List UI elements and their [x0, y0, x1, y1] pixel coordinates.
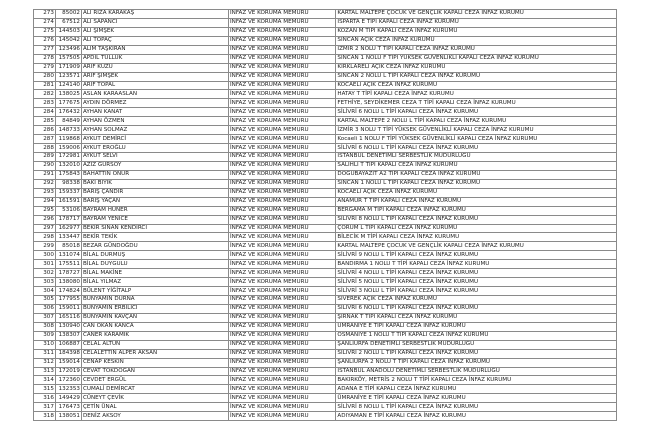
personnel-id-cell: 178717	[55, 215, 81, 224]
name-cell: AYKUT DEMİRCİ	[81, 135, 228, 144]
name-cell: BÜNYAMİN KAVÇAN	[81, 313, 228, 322]
row-number-cell: 287	[34, 135, 56, 144]
position-cell: İNFAZ VE KORUMA MEMURU	[229, 340, 336, 349]
row-number-cell: 283	[34, 99, 56, 108]
name-cell: ALİ SAPANCI	[81, 18, 228, 27]
row-number-cell: 273	[34, 10, 56, 19]
name-cell: ARİF TOPAL	[81, 81, 228, 90]
personnel-id-cell: 161591	[55, 197, 81, 206]
row-number-cell: 292	[34, 179, 56, 188]
personnel-id-cell: 130940	[55, 322, 81, 331]
position-cell: İNFAZ VE KORUMA MEMURU	[229, 358, 336, 367]
table-row	[34, 10, 617, 19]
position-cell: İNFAZ VE KORUMA MEMURU	[229, 170, 336, 179]
institution-cell: ÜMRANİYE E TİPİ KAPALI CEZA İNFAZ KURUMU	[336, 322, 617, 331]
position-cell: İNFAZ VE KORUMA MEMURU	[229, 287, 336, 296]
position-cell: İNFAZ VE KORUMA MEMURU	[229, 296, 336, 305]
position-cell: İNFAZ VE KORUMA MEMURU	[229, 313, 336, 322]
institution-cell: BANDIRMA 1 NOLU T TİPİ KAPALI CEZA İNFAZ KURUMU	[336, 260, 617, 269]
row-number-cell: 295	[34, 206, 56, 215]
position-cell: İNFAZ VE KORUMA MEMURU	[229, 126, 336, 135]
table-row	[34, 260, 617, 269]
personnel-id-cell: 85018	[55, 242, 81, 251]
table-row	[34, 153, 617, 162]
personnel-id-cell: 159011	[55, 304, 81, 313]
position-cell: İNFAZ VE KORUMA MEMURU	[229, 322, 336, 331]
position-cell: İNFAZ VE KORUMA MEMURU	[229, 251, 336, 260]
institution-cell: SİLİVRİ 3 NOLU L TİPİ KAPALI CEZA İNFAZ KURUMU	[336, 287, 617, 296]
name-cell: CELALETTİN ALPER AKSAN	[81, 349, 228, 358]
table-row	[34, 331, 617, 340]
row-number-cell: 299	[34, 242, 56, 251]
personnel-id-cell: 159006	[55, 144, 81, 153]
row-number-cell: 293	[34, 188, 56, 197]
name-cell: ALİ TOPAÇ	[81, 36, 228, 45]
table-row	[34, 304, 617, 313]
row-number-cell: 298	[34, 233, 56, 242]
row-number-cell: 280	[34, 72, 56, 81]
institution-cell: SİLİVRİ 8 NOLU L TİPİ KAPALI CEZA İNFAZ KURUMU	[336, 403, 617, 412]
name-cell: ALİM TAŞKIRAN	[81, 45, 228, 54]
name-cell: ASLAN KARAASLAN	[81, 90, 228, 99]
name-cell: DENİZ AKSOY	[81, 412, 228, 421]
table-row	[34, 296, 617, 305]
row-number-cell: 300	[34, 251, 56, 260]
name-cell: CÜNEYT ÇEVİK	[81, 394, 228, 403]
row-number-cell: 286	[34, 126, 56, 135]
table-row	[34, 27, 617, 36]
personnel-id-cell: 178727	[55, 269, 81, 278]
position-cell: İNFAZ VE KORUMA MEMURU	[229, 242, 336, 251]
table-row	[34, 313, 617, 322]
institution-cell: ADANA E TİPİ KAPALI CEZA İNFAZ KURUMU	[336, 385, 617, 394]
name-cell: BAYRAM YENİCE	[81, 215, 228, 224]
table-row	[34, 394, 617, 403]
position-cell: İNFAZ VE KORUMA MEMURU	[229, 260, 336, 269]
institution-cell: KOCAELİ AÇIK CEZA İNFAZ KURUMU	[336, 81, 617, 90]
personnel-id-cell: 171909	[55, 63, 81, 72]
institution-cell: SİNCAN 2 NOLU L TİPİ KAPALI CEZA İNFAZ KURUMU	[336, 72, 617, 81]
position-cell: İNFAZ VE KORUMA MEMURU	[229, 161, 336, 170]
table-row	[34, 197, 617, 206]
row-number-cell: 312	[34, 358, 56, 367]
personnel-id-cell: 119868	[55, 135, 81, 144]
name-cell: CELAL ALTUN	[81, 340, 228, 349]
personnel-id-cell: 172360	[55, 376, 81, 385]
row-number-cell: 309	[34, 331, 56, 340]
name-cell: BAKİ BIYIK	[81, 179, 228, 188]
position-cell: İNFAZ VE KORUMA MEMURU	[229, 233, 336, 242]
institution-cell: BAKIRKÖY, METRİS 2 NOLU T TİPİ KAPALI CEZA İNFAZ KURUMU	[336, 376, 617, 385]
personnel-id-cell: 176473	[55, 403, 81, 412]
row-number-cell: 296	[34, 215, 56, 224]
table-row	[34, 278, 617, 287]
personnel-id-cell: 85002	[55, 10, 81, 19]
institution-cell: İSTANBUL DENETİMLİ SERBESTLİK MÜDÜRLÜĞÜ	[336, 153, 617, 162]
personnel-id-cell: 84849	[55, 117, 81, 126]
row-number-cell: 278	[34, 54, 56, 63]
position-cell: İNFAZ VE KORUMA MEMURU	[229, 90, 336, 99]
personnel-id-cell: 138051	[55, 412, 81, 421]
institution-cell: SİLİVRİ 5 NOLU L TİPİ KAPALI CEZA İNFAZ KURUMU	[336, 278, 617, 287]
table-row	[34, 108, 617, 117]
institution-cell: SİLİVRİ 9 NOLU L TİPİ KAPALI CEZA İNFAZ KURUMU	[336, 251, 617, 260]
personnel-id-cell: 53106	[55, 206, 81, 215]
position-cell: İNFAZ VE KORUMA MEMURU	[229, 412, 336, 421]
institution-cell: SİLİVRİ 4 NOLU L TİPİ KAPALI CEZA İNFAZ KURUMU	[336, 269, 617, 278]
position-cell: İNFAZ VE KORUMA MEMURU	[229, 63, 336, 72]
name-cell: CAN OKAN KANCA	[81, 322, 228, 331]
table-row	[34, 126, 617, 135]
name-cell: AYHAN ÖZMEN	[81, 117, 228, 126]
institution-cell: ISPARTA E TİPİ KAPALI CEZA İNFAZ KURUMU	[336, 18, 617, 27]
personnel-id-cell: 145042	[55, 36, 81, 45]
position-cell: İNFAZ VE KORUMA MEMURU	[229, 349, 336, 358]
name-cell: CEVDET ERGÜL	[81, 376, 228, 385]
position-cell: İNFAZ VE KORUMA MEMURU	[229, 376, 336, 385]
personnel-id-cell: 133447	[55, 233, 81, 242]
personnel-id-cell: 123496	[55, 45, 81, 54]
table-row	[34, 269, 617, 278]
name-cell: BEKİR TEKİK	[81, 233, 228, 242]
personnel-id-cell: 175843	[55, 170, 81, 179]
table-row	[34, 403, 617, 412]
institution-cell: HATAY T TİPİ KAPALI CEZA İNFAZ KURUMU	[336, 90, 617, 99]
personnel-id-cell: 98338	[55, 179, 81, 188]
position-cell: İNFAZ VE KORUMA MEMURU	[229, 27, 336, 36]
table-row	[34, 63, 617, 72]
name-cell: BİLAL MAKİNE	[81, 269, 228, 278]
table-row	[34, 367, 617, 376]
name-cell: AZİZ GÜRSOY	[81, 161, 228, 170]
row-number-cell: 305	[34, 296, 56, 305]
row-number-cell: 285	[34, 117, 56, 126]
personnel-id-cell: 162977	[55, 224, 81, 233]
table-row	[34, 170, 617, 179]
name-cell: CUMALİ DEMİRCAT	[81, 385, 228, 394]
position-cell: İNFAZ VE KORUMA MEMURU	[229, 81, 336, 90]
table-row	[34, 36, 617, 45]
position-cell: İNFAZ VE KORUMA MEMURU	[229, 135, 336, 144]
personnel-id-cell: 176432	[55, 108, 81, 117]
institution-cell: Kocaeli 1 NOLU F TİPİ YÜKSEK GÜVENLİKLİ KAPALI CEZA İNFAZ KURUMU	[336, 135, 617, 144]
table-row	[34, 224, 617, 233]
table-row	[34, 215, 617, 224]
name-cell: ÇETİN ÜNAL	[81, 403, 228, 412]
personnel-id-cell: 159014	[55, 358, 81, 367]
personnel-id-cell: 138080	[55, 278, 81, 287]
row-number-cell: 297	[34, 224, 56, 233]
position-cell: İNFAZ VE KORUMA MEMURU	[229, 367, 336, 376]
name-cell: BARIŞ YAÇAN	[81, 197, 228, 206]
institution-cell: SİLİVRİ 8 NOLU L TİPİ KAPALI CEZA İNFAZ KURUMU	[336, 215, 617, 224]
personnel-id-cell: 67512	[55, 18, 81, 27]
position-cell: İNFAZ VE KORUMA MEMURU	[229, 108, 336, 117]
position-cell: İNFAZ VE KORUMA MEMURU	[229, 197, 336, 206]
table-row	[34, 72, 617, 81]
name-cell: ALİ RIZA KARAKAŞ	[81, 10, 228, 19]
row-number-cell: 288	[34, 144, 56, 153]
personnel-id-cell: 148733	[55, 126, 81, 135]
row-number-cell: 277	[34, 45, 56, 54]
institution-cell: ADIYAMAN E TİPİ KAPALI CEZA İNFAZ KURUMU	[336, 412, 617, 421]
name-cell: APDİL TULLUK	[81, 54, 228, 63]
institution-cell: SİNCAN 1 NOLU L TİPİ KAPALI CEZA İNFAZ KURUMU	[336, 179, 617, 188]
name-cell: CEVAT TOKDOĞAN	[81, 367, 228, 376]
personnel-id-cell: 172981	[55, 153, 81, 162]
personnel-id-cell: 172019	[55, 367, 81, 376]
table-row	[34, 340, 617, 349]
institution-cell: ŞANLIURFA 2 NOLU T TİPİ KAPALI CEZA İNFAZ KURUMU	[336, 358, 617, 367]
position-cell: İNFAZ VE KORUMA MEMURU	[229, 403, 336, 412]
row-number-cell: 317	[34, 403, 56, 412]
name-cell: BİLAL DUYGULU	[81, 260, 228, 269]
name-cell: BÜNYAMİN DURNA	[81, 296, 228, 305]
row-number-cell: 281	[34, 81, 56, 90]
institution-cell: ŞIRNAK T TİPİ KAPALI CEZA İNFAZ KURUMU	[336, 313, 617, 322]
table-row	[34, 385, 617, 394]
row-number-cell: 301	[34, 260, 56, 269]
personnel-id-cell: 175511	[55, 260, 81, 269]
table-row	[34, 376, 617, 385]
row-number-cell: 316	[34, 394, 56, 403]
table-row	[34, 206, 617, 215]
table-row	[34, 322, 617, 331]
name-cell: BAYRAM HÜNER	[81, 206, 228, 215]
institution-cell: İZMİR 3 NOLU T TİPİ YÜKSEK GÜVENLİKLİ KAPALI CEZA İNFAZ KURUMU	[336, 126, 617, 135]
name-cell: CENAP KESKİN	[81, 358, 228, 367]
row-number-cell: 310	[34, 340, 56, 349]
row-number-cell: 306	[34, 304, 56, 313]
personnel-table	[33, 9, 617, 421]
institution-cell: SİVEREK AÇIK CEZA İNFAZ KURUMU	[336, 296, 617, 305]
institution-cell: KOCAELİ AÇIK CEZA İNFAZ KURUMU	[336, 188, 617, 197]
institution-cell: ÜMRANİYE E TİPİ KAPALI CEZA İNFAZ KURUMU	[336, 394, 617, 403]
name-cell: ALİ ŞİMŞEK	[81, 27, 228, 36]
table-row	[34, 117, 617, 126]
table-row	[34, 81, 617, 90]
institution-cell: BERGAMA M TİPİ KAPALI CEZA İNFAZ KURUMU	[336, 206, 617, 215]
personnel-id-cell: 138307	[55, 331, 81, 340]
table-row	[34, 358, 617, 367]
table-row	[34, 179, 617, 188]
institution-cell: İZMİR 2 NOLU T TİPİ KAPALI CEZA İNFAZ KURUMU	[336, 45, 617, 54]
position-cell: İNFAZ VE KORUMA MEMURU	[229, 54, 336, 63]
row-number-cell: 279	[34, 63, 56, 72]
table-row	[34, 90, 617, 99]
row-number-cell: 291	[34, 170, 56, 179]
table-row	[34, 349, 617, 358]
name-cell: AYHAN KANAT	[81, 108, 228, 117]
table-row	[34, 144, 617, 153]
name-cell: AYHAN SOLMAZ	[81, 126, 228, 135]
position-cell: İNFAZ VE KORUMA MEMURU	[229, 331, 336, 340]
position-cell: İNFAZ VE KORUMA MEMURU	[229, 99, 336, 108]
institution-cell: KARTAL MALTEPE 2 NOLU L TİPİ KAPALI CEZA İNFAZ KURUMU	[336, 117, 617, 126]
position-cell: İNFAZ VE KORUMA MEMURU	[229, 179, 336, 188]
personnel-id-cell: 184398	[55, 349, 81, 358]
position-cell: İNFAZ VE KORUMA MEMURU	[229, 144, 336, 153]
row-number-cell: 314	[34, 376, 56, 385]
row-number-cell: 294	[34, 197, 56, 206]
name-cell: AYKUT EROĞLU	[81, 144, 228, 153]
institution-cell: KARTAL MALTEPE ÇOCUK VE GENÇLİK KAPALI CEZA İNFAZ KURUMU	[336, 242, 617, 251]
table-row	[34, 233, 617, 242]
position-cell: İNFAZ VE KORUMA MEMURU	[229, 117, 336, 126]
personnel-id-cell: 157505	[55, 54, 81, 63]
position-cell: İNFAZ VE KORUMA MEMURU	[229, 45, 336, 54]
institution-cell: İSTANBUL ANADOLU DENETİMLİ SERBESTLİK MÜDÜRLÜĞÜ	[336, 367, 617, 376]
institution-cell: BİLECİK M TİPİ KAPALI CEZA İNFAZ KURUMU	[336, 233, 617, 242]
position-cell: İNFAZ VE KORUMA MEMURU	[229, 188, 336, 197]
row-number-cell: 289	[34, 153, 56, 162]
row-number-cell: 303	[34, 278, 56, 287]
personnel-id-cell: 177675	[55, 99, 81, 108]
position-cell: İNFAZ VE KORUMA MEMURU	[229, 215, 336, 224]
position-cell: İNFAZ VE KORUMA MEMURU	[229, 278, 336, 287]
name-cell: BÜNYAMİN ERBİLİCİ	[81, 304, 228, 313]
institution-cell: SİNCAN AÇIK CEZA İNFAZ KURUMU	[336, 36, 617, 45]
table-row	[34, 412, 617, 421]
row-number-cell: 315	[34, 385, 56, 394]
position-cell: İNFAZ VE KORUMA MEMURU	[229, 36, 336, 45]
table-row	[34, 242, 617, 251]
table-row	[34, 161, 617, 170]
row-number-cell: 307	[34, 313, 56, 322]
name-cell: CANER KARAMIK	[81, 331, 228, 340]
institution-cell: ŞANLIURFA DENETİMLİ SERBESTLİK MÜDÜRLÜĞÜ	[336, 340, 617, 349]
name-cell: BİLAL DURMUŞ	[81, 251, 228, 260]
row-number-cell: 313	[34, 367, 56, 376]
table-row	[34, 251, 617, 260]
personnel-id-cell: 149429	[55, 394, 81, 403]
institution-cell: ÇORUM L TİPİ KAPALI CEZA İNFAZ KURUMU	[336, 224, 617, 233]
personnel-id-cell: 124140	[55, 81, 81, 90]
table-row	[34, 99, 617, 108]
row-number-cell: 311	[34, 349, 56, 358]
position-cell: İNFAZ VE KORUMA MEMURU	[229, 206, 336, 215]
position-cell: İNFAZ VE KORUMA MEMURU	[229, 304, 336, 313]
name-cell: BİLAL YILMAZ	[81, 278, 228, 287]
position-cell: İNFAZ VE KORUMA MEMURU	[229, 394, 336, 403]
name-cell: ARİF ŞİMŞEK	[81, 72, 228, 81]
name-cell: ARİF KUZU	[81, 63, 228, 72]
name-cell: BAHATTİN ONUR	[81, 170, 228, 179]
table-row	[34, 18, 617, 27]
position-cell: İNFAZ VE KORUMA MEMURU	[229, 153, 336, 162]
institution-cell: SİNCAN 1 NOLU F TİPİ YÜKSEK GÜVENLİKLİ KAPALI CEZA İNFAZ KURUMU	[336, 54, 617, 63]
institution-cell: SİLİVRİ 6 NOLU L TİPİ KAPALI CEZA İNFAZ KURUMU	[336, 304, 617, 313]
table-row	[34, 287, 617, 296]
row-number-cell: 282	[34, 90, 56, 99]
row-number-cell: 308	[34, 322, 56, 331]
position-cell: İNFAZ VE KORUMA MEMURU	[229, 10, 336, 19]
institution-cell: DOĞUBAYAZIT A2 TİPİ KAPALI CEZA İNFAZ KURUMU	[336, 170, 617, 179]
personnel-id-cell: 138025	[55, 90, 81, 99]
institution-cell: KARTAL MALTEPE ÇOCUK VE GENÇLİK KAPALI CEZA İNFAZ KURUMU	[336, 10, 617, 19]
institution-cell: SİLİVRİ 6 NOLU L TİPİ KAPALI CEZA İNFAZ KURUMU	[336, 144, 617, 153]
institution-cell: KOZAN M TİPİ KAPALI CEZA İNFAZ KURUMU	[336, 27, 617, 36]
name-cell: AYDIN DÖRMEZ	[81, 99, 228, 108]
institution-cell: ANAMUR T TİPİ KAPALI CEZA İNFAZ KURUMU	[336, 197, 617, 206]
position-cell: İNFAZ VE KORUMA MEMURU	[229, 224, 336, 233]
name-cell: BEZAR GÜNDOĞDU	[81, 242, 228, 251]
table-row	[34, 45, 617, 54]
institution-cell: SALİHLİ T TİPİ KAPALI CEZA İNFAZ KURUMU	[336, 161, 617, 170]
personnel-id-cell: 132353	[55, 385, 81, 394]
row-number-cell: 274	[34, 18, 56, 27]
table-body	[34, 10, 617, 421]
row-number-cell: 304	[34, 287, 56, 296]
personnel-id-cell: 165116	[55, 313, 81, 322]
position-cell: İNFAZ VE KORUMA MEMURU	[229, 18, 336, 27]
institution-cell: SİLİVRİ 2 NOLU L TİPİ KAPALI CEZA İNFAZ KURUMU	[336, 349, 617, 358]
personnel-id-cell: 106887	[55, 340, 81, 349]
row-number-cell: 284	[34, 108, 56, 117]
personnel-id-cell: 123571	[55, 72, 81, 81]
personnel-id-cell: 132010	[55, 161, 81, 170]
name-cell: BÜLENT YİĞİTALP	[81, 287, 228, 296]
row-number-cell: 276	[34, 36, 56, 45]
row-number-cell: 318	[34, 412, 56, 421]
row-number-cell: 290	[34, 161, 56, 170]
position-cell: İNFAZ VE KORUMA MEMURU	[229, 72, 336, 81]
name-cell: BARIŞ ÇANDIR	[81, 188, 228, 197]
personnel-id-cell: 131074	[55, 251, 81, 260]
position-cell: İNFAZ VE KORUMA MEMURU	[229, 385, 336, 394]
personnel-id-cell: 159337	[55, 188, 81, 197]
institution-cell: KIRKLARELİ AÇIK CEZA İNFAZ KURUMU	[336, 63, 617, 72]
table-row	[34, 188, 617, 197]
personnel-id-cell: 144503	[55, 27, 81, 36]
name-cell: AYKUT SELVİ	[81, 153, 228, 162]
personnel-id-cell: 174824	[55, 287, 81, 296]
name-cell: BEKİR SİNAN KENDİRCİ	[81, 224, 228, 233]
institution-cell: OSMANİYE 1 NOLU T TİPİ KAPALI CEZA İNFAZ KURUMU	[336, 331, 617, 340]
position-cell: İNFAZ VE KORUMA MEMURU	[229, 269, 336, 278]
table-row	[34, 54, 617, 63]
table-row	[34, 135, 617, 144]
institution-cell: SİLİVRİ 6 NOLU L TİPİ KAPALI CEZA İNFAZ KURUMU	[336, 108, 617, 117]
row-number-cell: 302	[34, 269, 56, 278]
institution-cell: FETHİYE, SEYDİKEMER CEZA T TİPİ KAPALI CEZA İNFAZ KURUMU	[336, 99, 617, 108]
personnel-id-cell: 177955	[55, 296, 81, 305]
row-number-cell: 275	[34, 27, 56, 36]
